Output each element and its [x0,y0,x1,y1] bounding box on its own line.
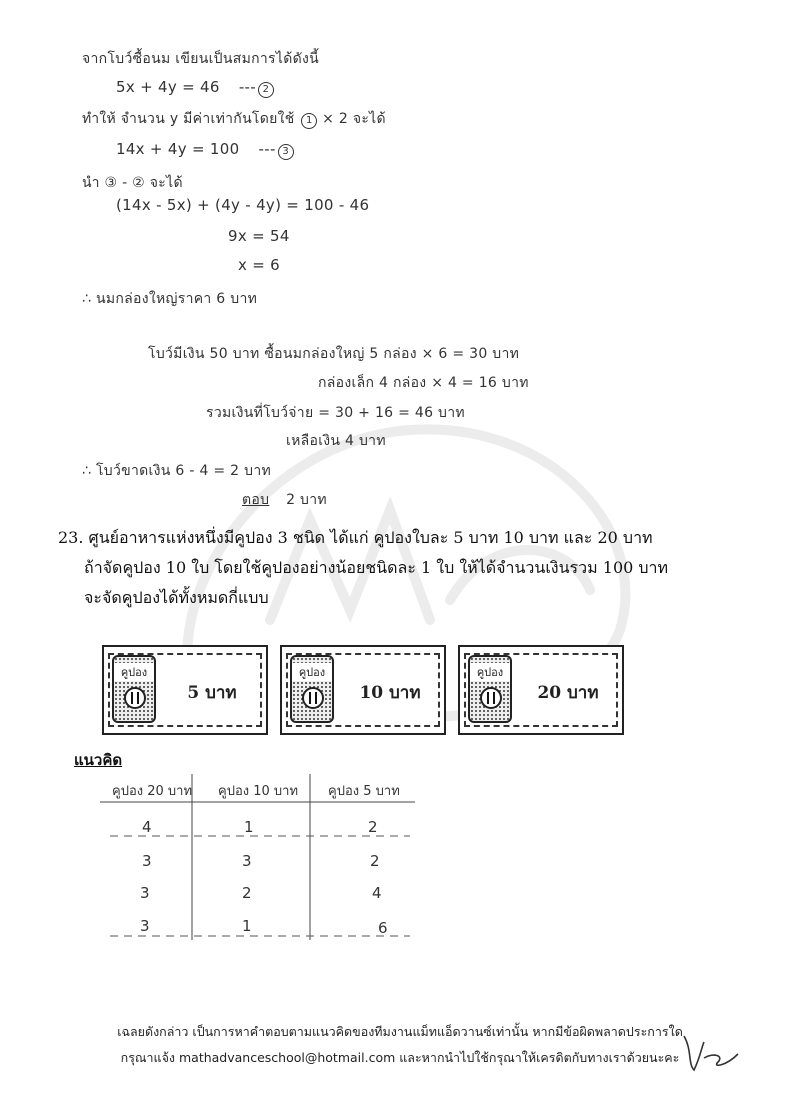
equation-3-marker: 3 [278,144,294,160]
problem-line-3: จะจัดคูปองได้ทั้งหมดกี่แบบ [84,588,269,607]
coupon-label: คูปอง [470,663,510,681]
solution-line-1: จากโบว์ซื้อนม เขียนเป็นสมการได้ดังนี้ [82,51,320,67]
table-cell: 3 [140,884,150,902]
equation-4: (14x - 5x) + (4y - 4y) = 100 - 46 [116,196,370,214]
conclusion-2: ∴ โบว์ขาดเงิน 6 - 4 = 2 บาท [82,463,272,479]
table-header-20: คูปอง 20 บาท [112,784,193,799]
table-header-10: คูปอง 10 บาท [218,784,299,799]
plate-fork-knife-icon [480,687,502,709]
calc-line-4: เหลือเงิน 4 บาท [286,433,386,449]
footer-line-1: เฉลยดังกล่าว เป็นการหาคำตอบตามแนวคิดของทีมงานแม็ทแอ็ดวานซ์เท่านั้น หากมีข้อผิดพลาดประการใด [117,1024,683,1039]
table-cell: 1 [242,917,252,935]
answer-value: 2 บาท [286,492,327,508]
coupon-label: คูปอง [114,663,154,681]
problem-line-2: ถ้าจัดคูปอง 10 ใบ โดยใช้คูปองอย่างน้อยชนิดละ 1 ใบ ให้ได้จำนวนเงินรวม 100 บาท [84,558,669,577]
equation-5: 9x = 54 [228,227,290,245]
table-cell: 2 [370,852,380,870]
table-cell: 2 [242,884,252,902]
solution-line-3-marker: 1 [301,113,317,129]
coupon-amount: 20 บาท [537,683,599,703]
table-cell: 2 [368,818,378,836]
equation-3-text: 14x + 4y = 100 [116,140,240,158]
table-cell: 6 [378,919,388,937]
solution-line-3 [82,108,386,130]
table-cell: 3 [140,917,150,935]
solution-line-3-post: × 2 จะได้ [322,111,386,127]
table-header-5: คูปอง 5 บาท [328,784,400,799]
calc-line-2: กล่องเล็ก 4 กล่อง × 4 = 16 บาท [318,375,529,391]
table-cell: 4 [142,818,152,836]
coupon-stub [112,655,156,723]
table-cell: 1 [244,818,254,836]
answer [242,489,327,511]
equation-2-text: 5x + 4y = 46 [116,78,220,96]
plate-fork-knife-icon [302,687,324,709]
idea-title: แนวคิด [74,751,123,769]
equation-2-marker: 2 [258,82,274,98]
handwritten-signature [678,1028,748,1078]
answer-label: ตอบ [242,492,270,508]
problem-number: 23. [58,528,84,547]
coupon-label: คูปอง [292,663,332,681]
plate-fork-knife-icon [124,687,146,709]
solution-line-3-pre: ทำให้ จำนวน y มีค่าเท่ากันโดยใช้ [82,111,295,127]
calc-line-1: โบว์มีเงิน 50 บาท ซื้อนมกล่องใหญ่ 5 กล่อง × 6 = 30 บาท [148,346,520,362]
equation-2: 5x + 4y = 46 --- 2 [116,78,274,98]
problem-text-1: ศูนย์อาหารแห่งหนึ่งมีคูปอง 3 ชนิด ได้แก่ คูปองใบละ 5 บาท 10 บาท และ 20 บาท [88,528,653,547]
table-cell: 3 [242,852,252,870]
table-cell: 3 [142,852,152,870]
problem-line-1 [58,526,653,551]
coupon-stub [290,655,334,723]
coupon-stub [468,655,512,723]
footer-line-2: กรุณาแจ้ง mathadvanceschool@hotmail.com และหากนำไปใช้กรุณาให้เครดิตกับทางเราด้วยนะคะ [120,1050,680,1065]
table-cell: 4 [372,884,382,902]
conclusion-1: ∴ นมกล่องใหญ่ราคา 6 บาท [82,291,258,307]
coupon-10-baht [280,645,446,735]
solution-line-5: นำ ③ - ② จะได้ [82,175,183,191]
coupon-amount: 5 บาท [187,683,237,703]
equation-3: 14x + 4y = 100 --- 3 [116,140,294,160]
equation-6: x = 6 [238,256,281,274]
calc-line-3: รวมเงินที่โบว์จ่าย = 30 + 16 = 46 บาท [206,405,465,421]
coupon-20-baht [458,645,624,735]
coupon-amount: 10 บาท [359,683,421,703]
coupon-5-baht [102,645,268,735]
